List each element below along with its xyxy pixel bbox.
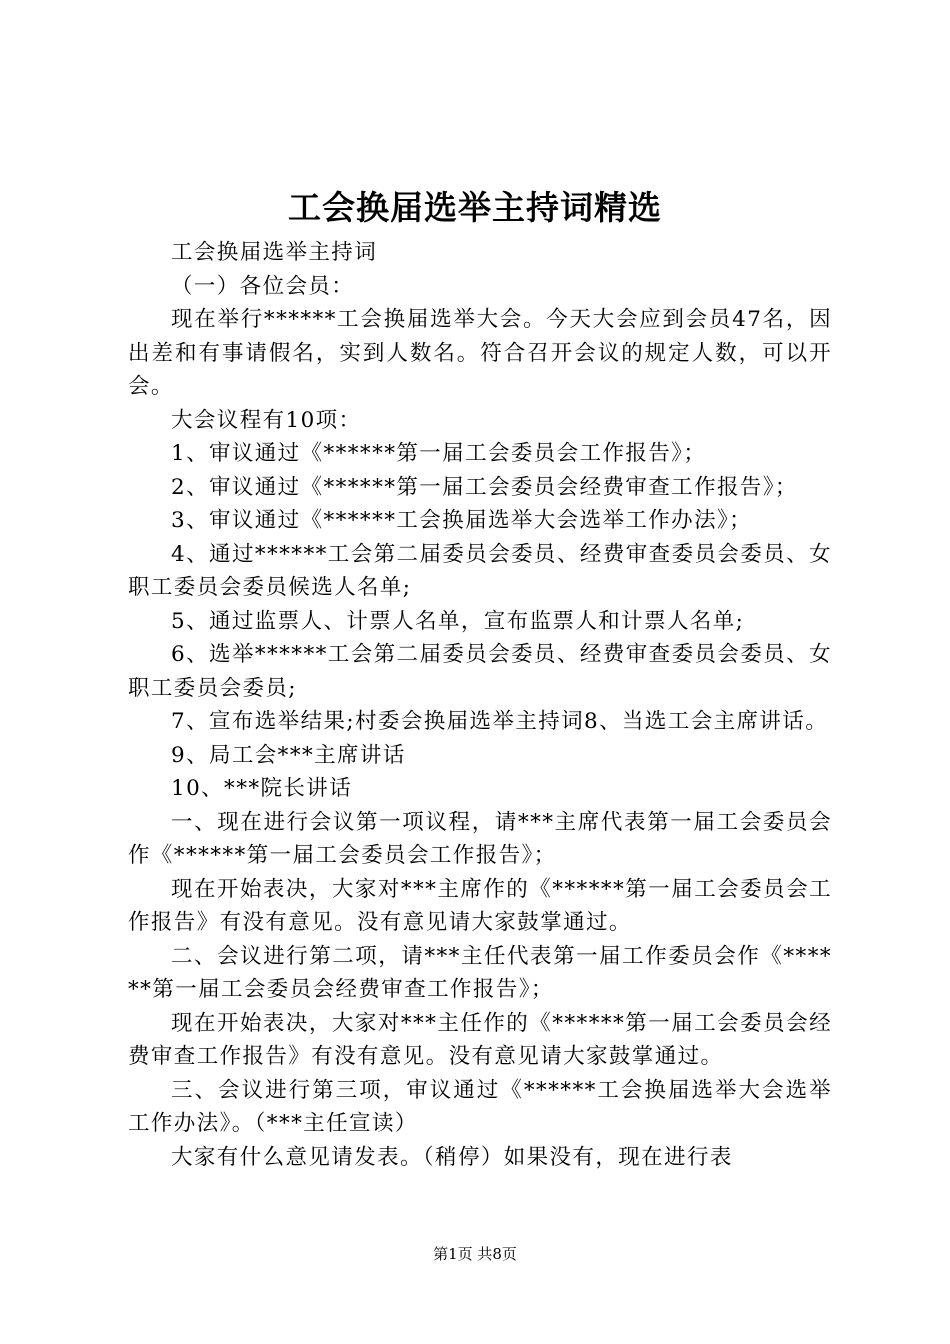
page-footer: 第1页 共8页 xyxy=(433,1245,517,1263)
paragraph: 一、现在进行会议第一项议程，请***主席代表第一届工会委员会作《******第一届工会委员会工作报告》； xyxy=(128,809,832,868)
paragraph: 10、***院长讲话 xyxy=(171,776,353,801)
document-title: 工会换届选举主持词精选 xyxy=(288,188,662,227)
paragraph: （一）各位会员： xyxy=(171,273,355,299)
paragraph: 3、审议通过《******工会换届选举大会选举工作办法》； xyxy=(171,508,753,533)
paragraph: 7、宣布选举结果;村委会换届选举主持词8、当选工会主席讲话。 xyxy=(171,709,829,734)
paragraph: 6、选举******工会第二届委员会委员、经费审查委员会委员、女职工委员会委员; xyxy=(128,642,832,701)
paragraph: 大会议程有10项： xyxy=(171,407,362,433)
paragraph: 现在开始表决，大家对***主席作的《******第一届工会委员会工作报告》有没有意见。没有意见请大家鼓掌通过。 xyxy=(128,876,832,935)
document-body xyxy=(128,236,832,1174)
paragraph: 二、会议进行第二项，请***主任代表第一届工作委员会作《******第一届工会委员会经费审查工作报告》； xyxy=(128,943,832,1002)
paragraph: 三、会议进行第三项，审议通过《******工会换届选举大会选举工作办法》。（***主任宣读） xyxy=(128,1077,832,1136)
paragraph: 大家有什么意见请发表。（稍停）如果没有，现在进行表 xyxy=(171,1144,733,1170)
paragraph: 2、审议通过《******第一届工会委员会经费审查工作报告》； xyxy=(171,474,798,500)
paragraph: 5、通过监票人、计票人名单，宣布监票人和计票人名单; xyxy=(171,608,745,634)
paragraph: 4、通过******工会第二届委员会委员、经费审查委员会委员、女职工委员会委员候选人名单; xyxy=(128,541,832,600)
paragraph: 1、审议通过《******第一届工会委员会工作报告》； xyxy=(171,441,707,466)
paragraph: 9、局工会***主席讲话 xyxy=(171,742,406,768)
paragraph: 工会换届选举主持词 xyxy=(171,240,378,265)
paragraph: 现在开始表决，大家对***主任作的《******第一届工会委员会经费审查工作报告》有没有意见。没有意见请大家鼓掌通过。 xyxy=(128,1010,832,1069)
paragraph: 现在举行******工会换届选举大会。今天大会应到会员47名，因出差和有事请假名，实到人数名。符合召开会议的规定人数，可以开会。 xyxy=(128,307,832,399)
